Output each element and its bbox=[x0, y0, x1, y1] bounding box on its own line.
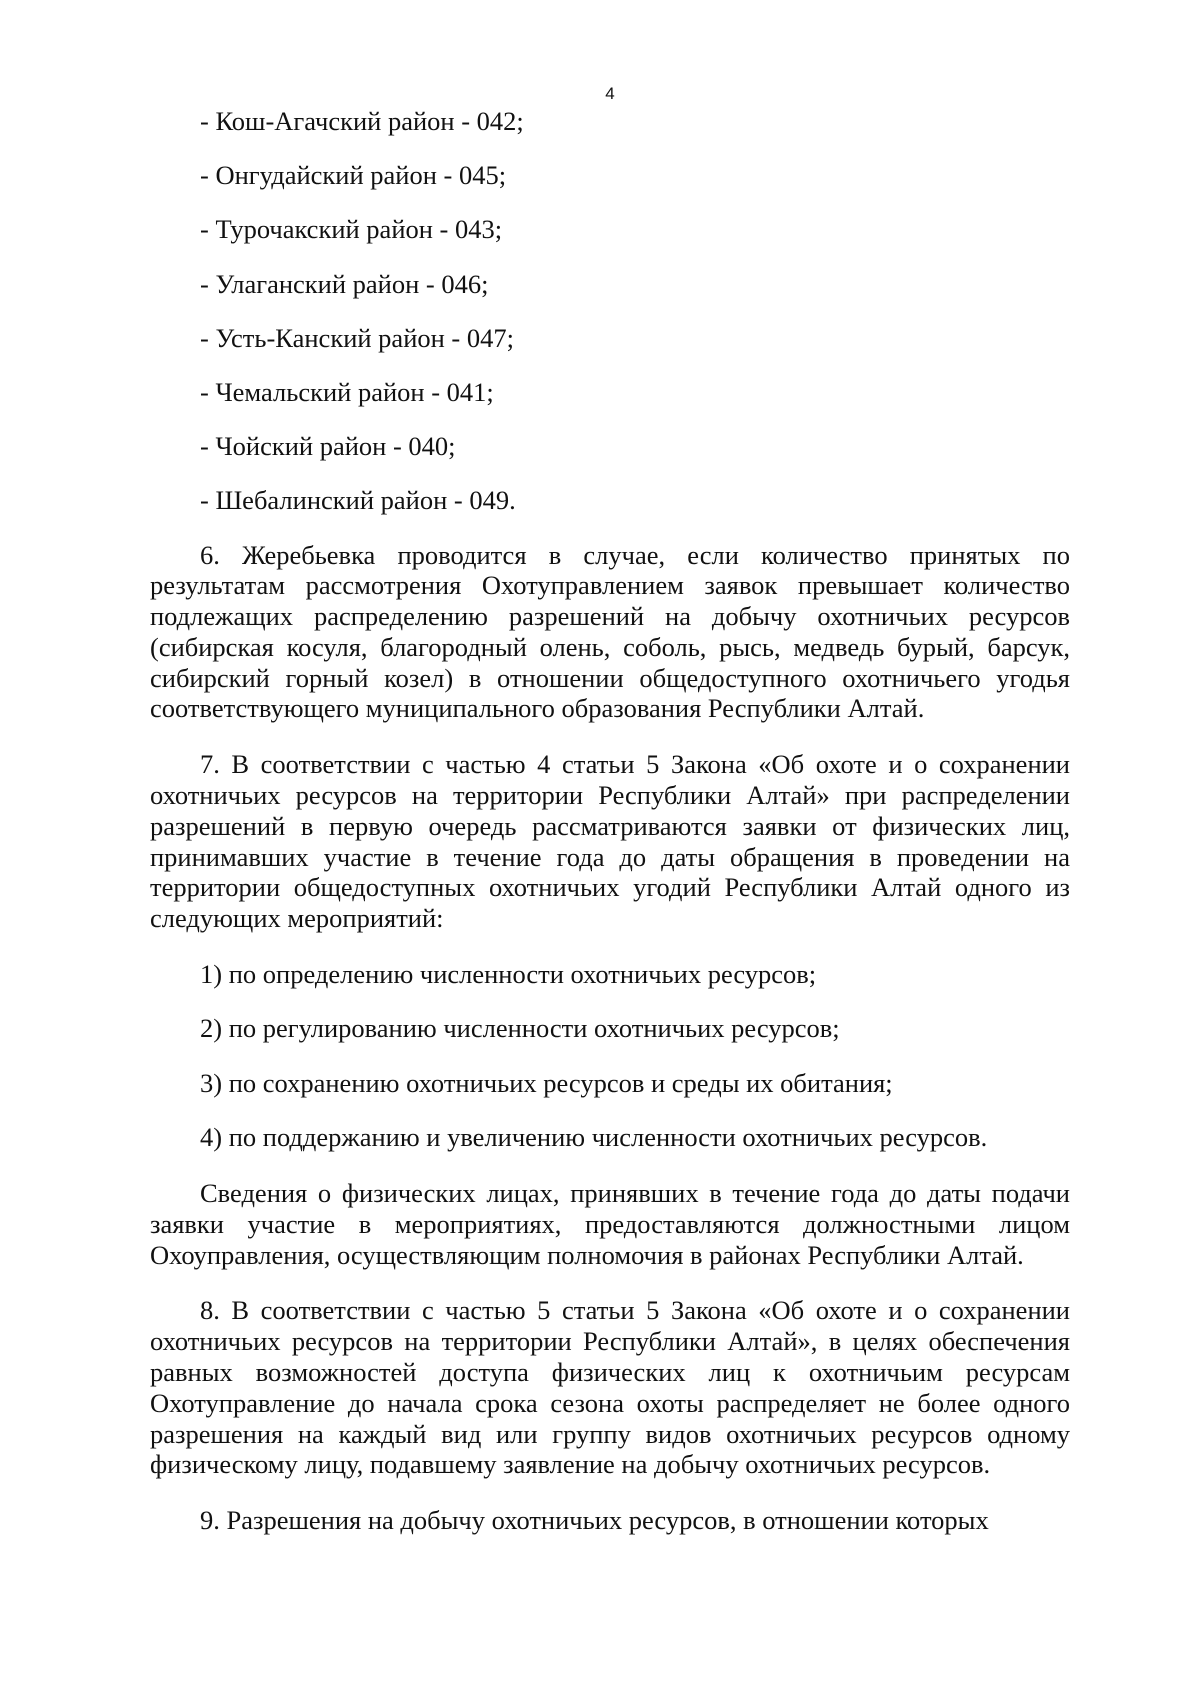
measure-item: 4) по поддержанию и увеличению численности охотничьих ресурсов. bbox=[200, 1122, 988, 1153]
district-item: - Чемальский район - 041; bbox=[200, 376, 494, 407]
paragraph-participant-info: Сведения о физических лицах, принявших в течение года до даты подачи заявки участие в мероприятиях, предоставляются должностными лицом Охоуправления, осуществляющим полномочия в районах Республики Алтай. bbox=[150, 1178, 1070, 1270]
district-code-list bbox=[150, 106, 1070, 516]
measure-item: 2) по регулированию численности охотничьих ресурсов; bbox=[200, 1013, 840, 1044]
district-item: - Онгудайский район - 045; bbox=[200, 160, 507, 191]
document-body bbox=[150, 106, 1070, 1561]
paragraph-8: 8. В соответствии с частью 5 статьи 5 Закона «Об охоте и о сохранении охотничьих ресурсов на территории Республики Алтай», в целях обеспечения равных возможностей доступа физических лиц к охотничьим ресурсам Охотуправление до начала срока сезона охоты распределяет не более одного разрешения на каждый вид или группу видов охотничьих ресурсов одному физическому лицу, подавшему заявление на добычу охотничьих ресурсов. bbox=[150, 1295, 1070, 1480]
district-item: - Турочакский район - 043; bbox=[200, 214, 503, 245]
paragraph-9: 9. Разрешения на добычу охотничьих ресурсов, в отношении которых bbox=[200, 1505, 989, 1536]
district-item: - Шебалинский район - 049. bbox=[200, 485, 516, 516]
measures-list bbox=[150, 959, 1070, 1153]
district-item: - Улаганский район - 046; bbox=[200, 268, 489, 299]
measure-item: 1) по определению численности охотничьих ресурсов; bbox=[200, 959, 817, 990]
paragraph-7: 7. В соответствии с частью 4 статьи 5 Закона «Об охоте и о сохранении охотничьих ресурсов на территории Республики Алтай» при распределении разрешений в первую очередь рассматриваются заявки от физических лиц, принимавших участие в течение года до даты обращения в проведении на территории общедоступных охотничьих угодий Республики Алтай одного из следующих мероприятий: bbox=[150, 749, 1070, 934]
measure-item: 3) по сохранению охотничьих ресурсов и среды их обитания; bbox=[200, 1067, 893, 1098]
district-item: - Усть-Канский район - 047; bbox=[200, 322, 514, 353]
district-item: - Чойский район - 040; bbox=[200, 431, 456, 462]
page-number: 4 bbox=[605, 84, 615, 103]
district-item: - Кош-Агачский район - 042; bbox=[200, 106, 524, 136]
paragraph-6: 6. Жеребьевка проводится в случае, если количество принятых по результатам рассмотрения Охотуправлением заявок превышает количество подлежащих распределению разрешений на добычу охотничьих ресурсов (сибирская косуля, благородный олень, соболь, рысь, медведь бурый, барсук, сибирский горный козел) в отношении общедоступного охотничьего угодья соответствующего муниципального образования Республики Алтай. bbox=[150, 539, 1070, 724]
